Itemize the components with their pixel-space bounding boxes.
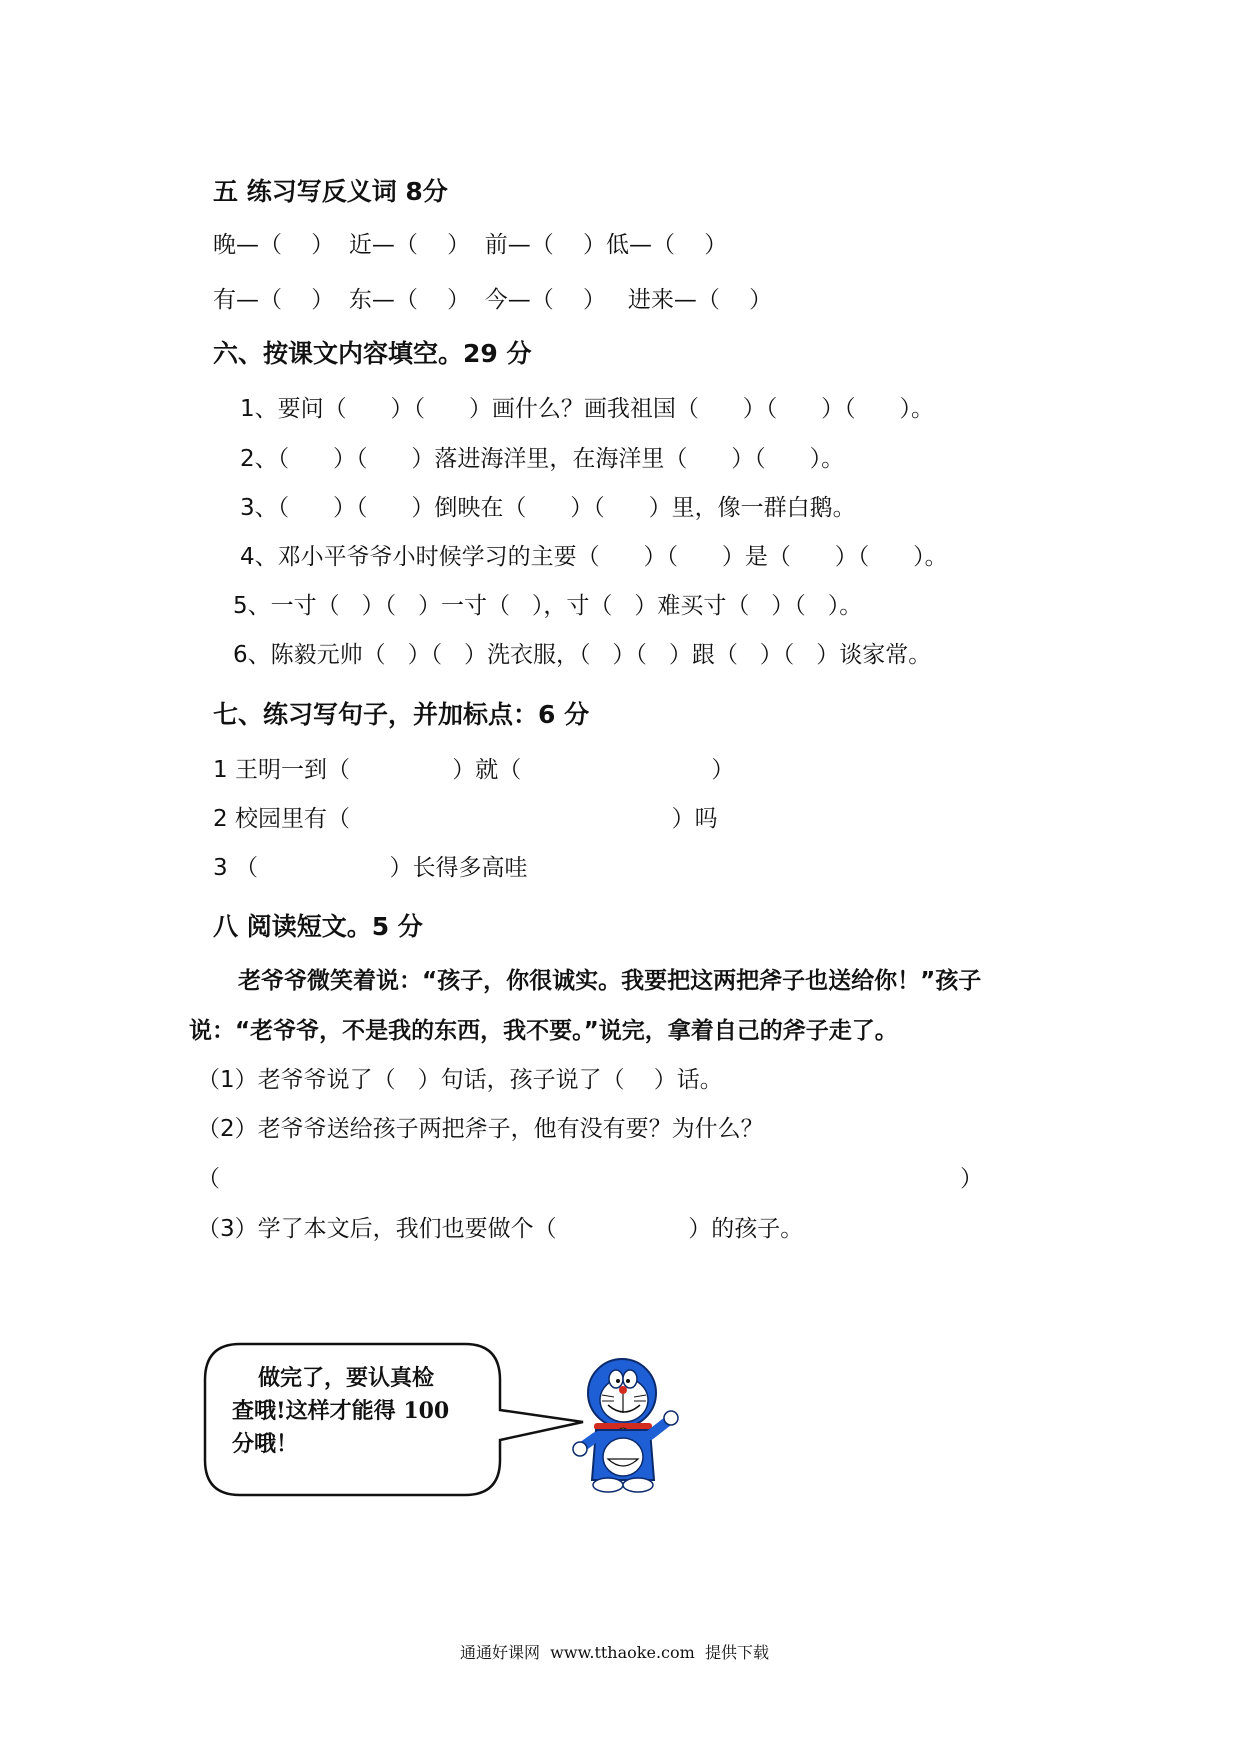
fill-item-2: 2、（ ）（ ）落进海洋里，在海洋里（ ）（ ）。 (240, 446, 845, 472)
passage-line-2: 说：“老爷爷，不是我的东西，我不要。”说完，拿着自己的斧子走了。 (189, 1018, 898, 1044)
reading-question-2: （2）老爷爷送给孩子两把斧子，他有没有要？为什么？ (197, 1116, 764, 1142)
sentence-item-1: 1 王明一到（ ）就（ ） (213, 757, 735, 783)
bubble-line-3: 分哦！ (232, 1431, 299, 1457)
reading-question-1: （1）老爷爷说了（ ）句话，孩子说了（ ）话。 (197, 1067, 723, 1093)
fill-item-4: 4、邓小平爷爷小时候学习的主要（ ）（ ）是（ ）（ ）。 (240, 544, 948, 570)
fill-item-6: 6、陈毅元帅（ ）（ ）洗衣服，（ ）（ ）跟（ ）（ ）谈家常。 (233, 642, 932, 668)
fill-item-1: 1、要问（ ）（ ）画什么？画我祖国（ ）（ ）（ ）。 (240, 396, 934, 422)
section6-heading: 六、按课文内容填空。29 分 (213, 339, 532, 368)
bubble-line-1: 做完了，要认真检 (258, 1365, 435, 1391)
section7-heading: 七、练习写句子，并加标点：6 分 (213, 700, 590, 729)
doraemon-icon (572, 1355, 682, 1505)
sentence-item-3: 3 （ ）长得多高哇 (213, 855, 528, 881)
sentence-item-2: 2 校园里有（ ）吗 (213, 806, 718, 832)
bubble-line-2: 查哦!这样才能得 100 (232, 1398, 450, 1424)
reading-question-3: （3）学了本文后，我们也要做个（ ）的孩子。 (197, 1216, 804, 1242)
answer-paren-open: （ (197, 1166, 220, 1192)
footer-source: 通通好课网 www.tthaoke.com 提供下载 (460, 1643, 769, 1662)
answer-paren-close: ） (960, 1166, 983, 1192)
antonym-row-2: 有—（ ） 东—（ ） 今—（ ） 进来—（ ） (213, 287, 773, 313)
section8-heading: 八 阅读短文。5 分 (213, 912, 423, 941)
passage-line-1: 老爷爷微笑着说：“孩子，你很诚实。我要把这两把斧子也送给你！”孩子 (238, 968, 982, 994)
fill-item-3: 3、（ ）（ ）倒映在（ ）（ ）里，像一群白鹅。 (240, 495, 856, 521)
antonym-row-1: 晚—（ ） 近—（ ） 前—（ ）低—（ ） (213, 232, 728, 258)
fill-item-5: 5、一寸（ ）（ ）一寸（ ），寸（ ）难买寸（ ）（ ）。 (233, 593, 863, 619)
section5-heading: 五 练习写反义词 8分 (213, 177, 448, 206)
